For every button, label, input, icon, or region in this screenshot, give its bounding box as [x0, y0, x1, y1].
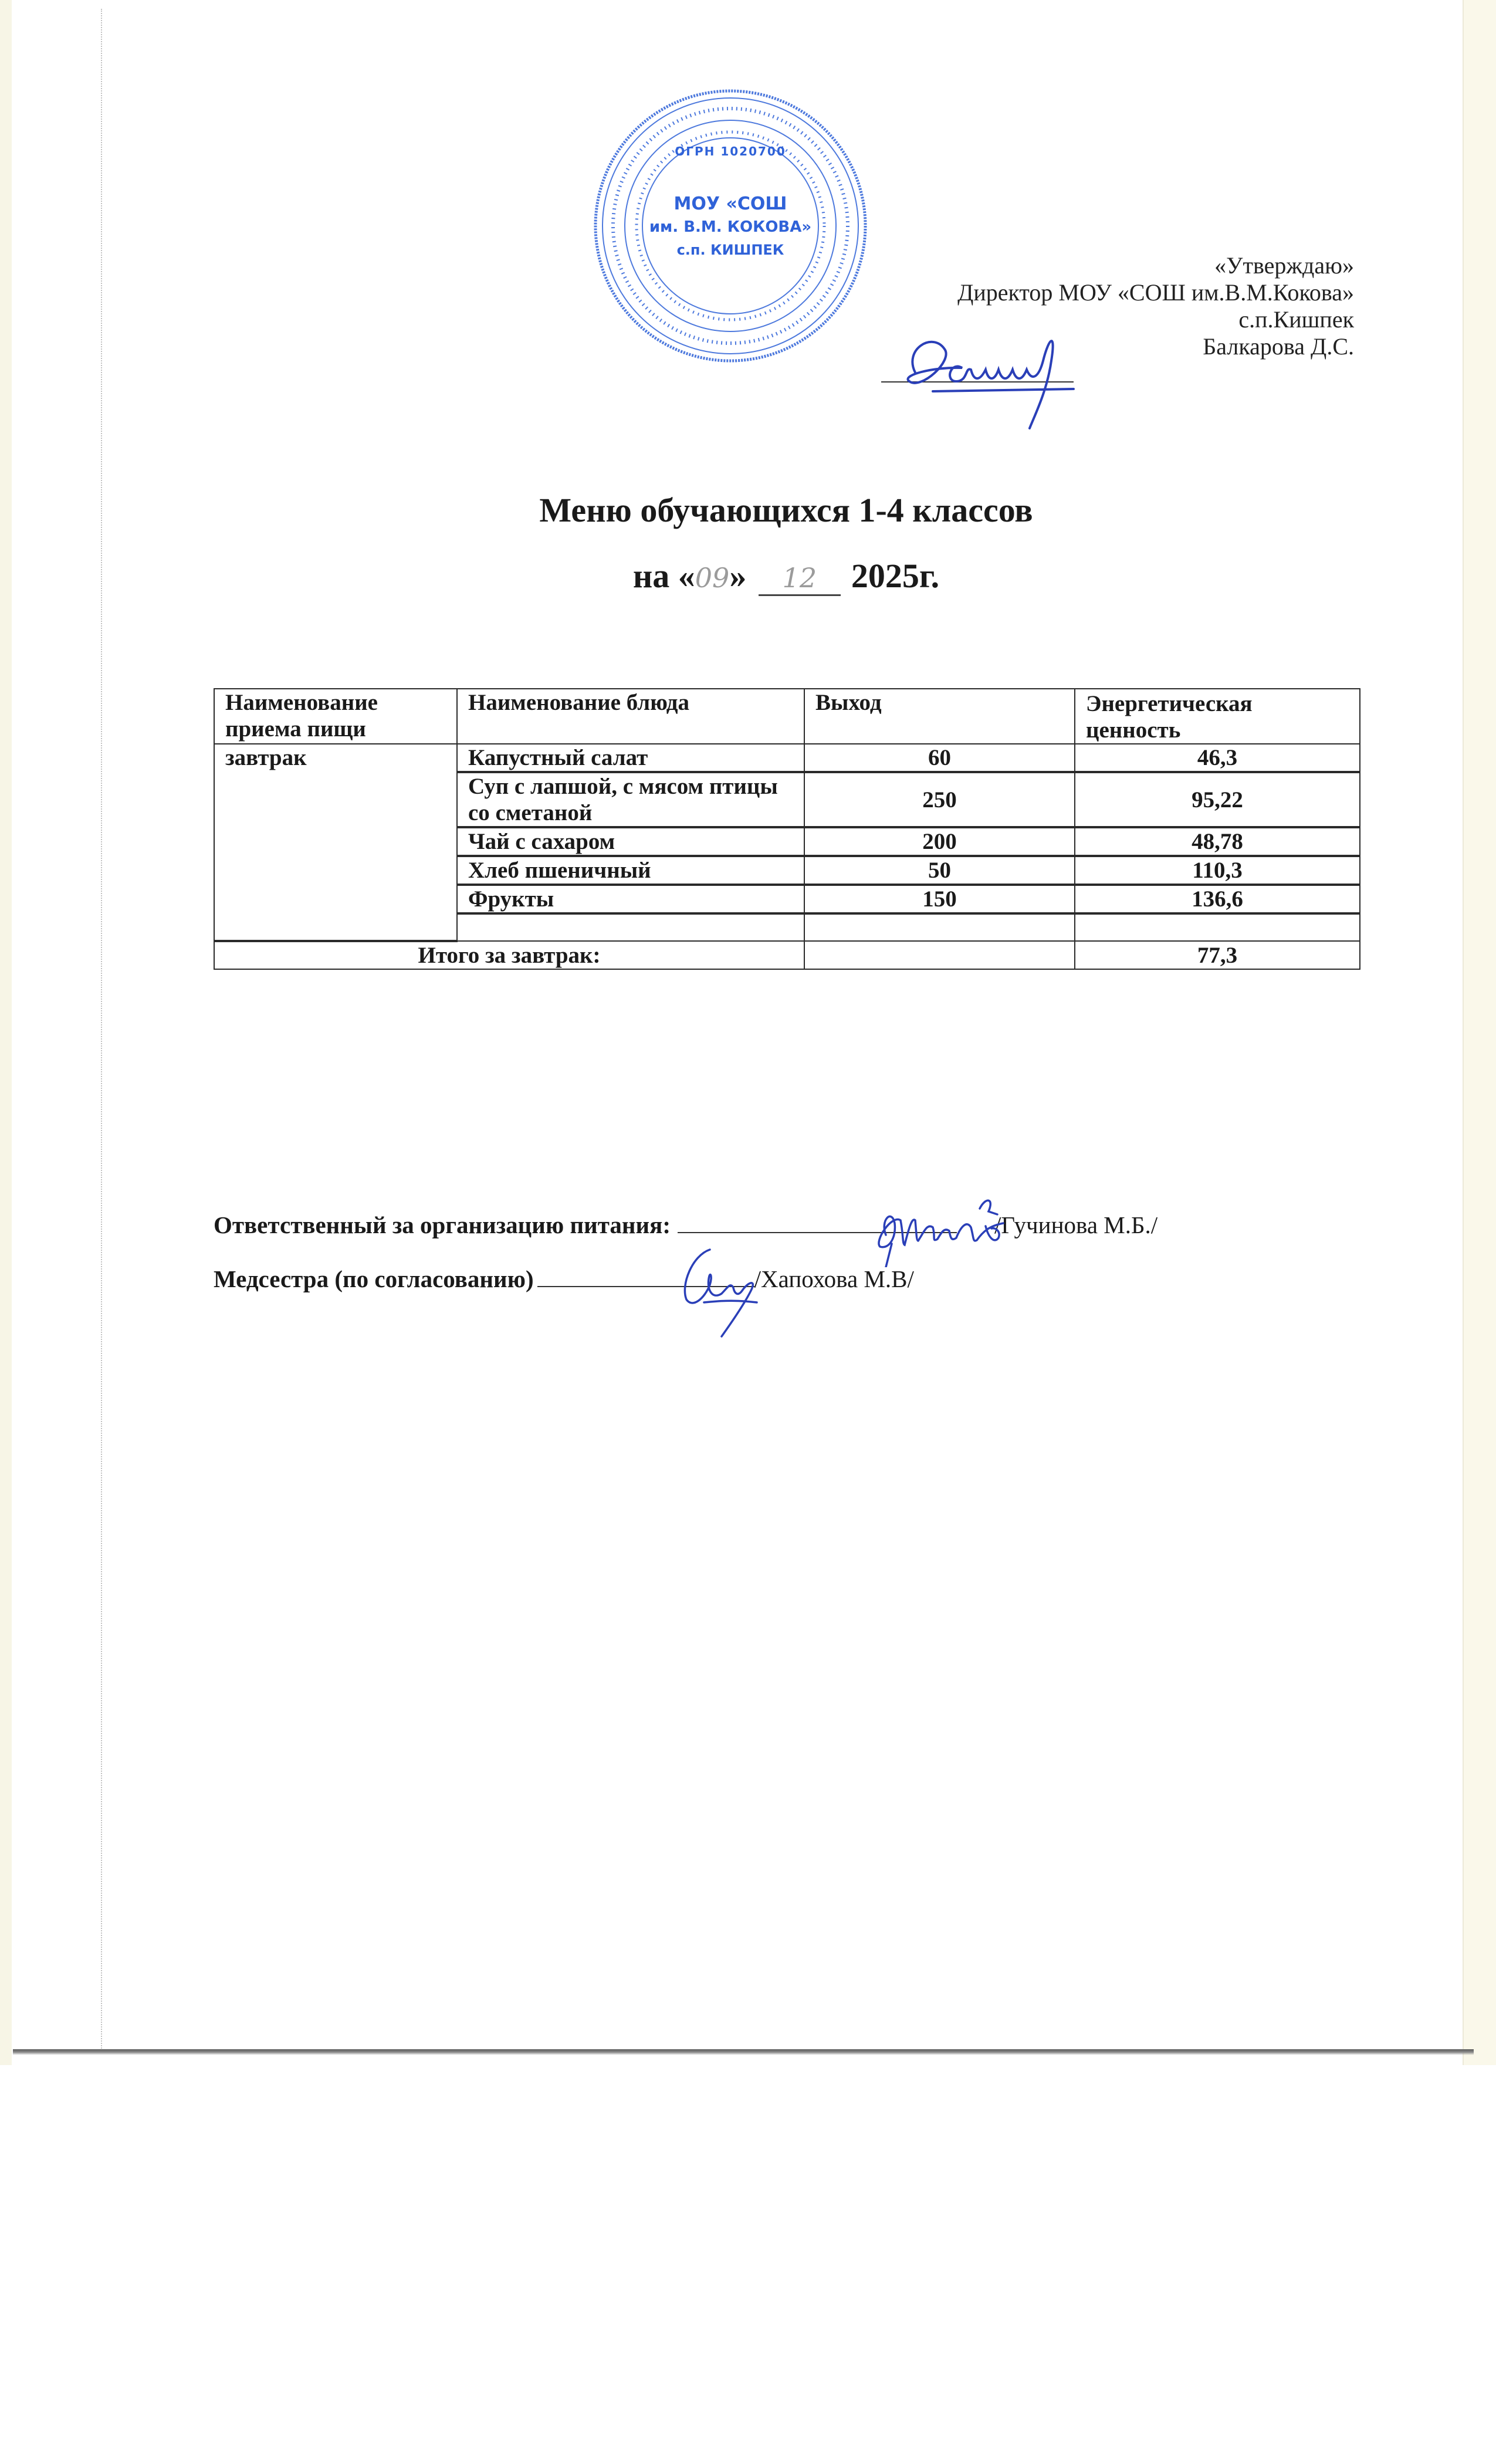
nurse-signature-line [214, 1263, 914, 1293]
nurse-signature-icon [669, 1244, 774, 1338]
header-meal: Наименование приема пищи [214, 689, 457, 744]
page-bottom-edge [13, 2049, 1474, 2055]
approval-director-name: Балкарова Д.С. [1203, 333, 1354, 360]
dish-output [804, 913, 1075, 941]
date-day: 09 [695, 562, 730, 594]
approval-position: Директор МОУ «СОШ им.В.М.Кокова» [957, 279, 1354, 306]
dish-output: 200 [804, 827, 1075, 856]
dish-energy: 95,22 [1075, 772, 1360, 827]
header-output: Выход [804, 689, 1075, 744]
dish-output: 50 [804, 856, 1075, 885]
official-stamp [593, 88, 868, 364]
dish-name: Суп с лапшой, с мясом птицы со сметаной [457, 772, 804, 827]
page-title: Меню обучающихся 1-4 классов [539, 491, 1033, 529]
nurse-name: /Хапохова М.В/ [754, 1265, 914, 1292]
dish-name: Фрукты [457, 885, 804, 913]
dish-energy: 46,3 [1075, 744, 1360, 772]
dish-name: Капустный салат [457, 744, 804, 772]
dish-output: 150 [804, 885, 1075, 913]
total-label: Итого за завтрак: [214, 941, 804, 969]
meal-name: завтрак [214, 744, 457, 941]
dish-energy: 48,78 [1075, 827, 1360, 856]
table-total-row [214, 941, 1360, 969]
total-output [804, 941, 1075, 969]
director-signature-icon [898, 326, 1085, 431]
dish-energy: 110,3 [1075, 856, 1360, 885]
date-month: 12 [759, 561, 841, 596]
responsible-name: /Гучинова М.Б./ [994, 1211, 1158, 1238]
scan-margin-left [0, 0, 12, 2065]
table-row [214, 744, 1360, 772]
dish-name [457, 913, 804, 941]
dish-output: 60 [804, 744, 1075, 772]
menu-table [214, 688, 1360, 970]
dish-name: Хлеб пшеничный [457, 856, 804, 885]
date-mid: » [729, 557, 747, 595]
date-year: 2025г. [851, 557, 940, 595]
stamp-center-line-1: МОУ «СОШ [673, 194, 787, 214]
stamp-center-line-3: с.п. КИШПЕК [676, 242, 784, 258]
date-prefix: на « [632, 557, 695, 595]
nurse-label: Медсестра (по согласованию) [214, 1265, 534, 1292]
stamp-center-line-2: им. В.М. КОКОВА» [649, 218, 812, 236]
page-fold-line [101, 9, 102, 2050]
menu-date [0, 556, 1496, 596]
approval-heading: «Утверждаю» [1214, 252, 1354, 279]
responsible-signature-icon [868, 1191, 1033, 1267]
dish-energy [1075, 913, 1360, 941]
total-energy: 77,3 [1075, 941, 1360, 969]
responsible-label: Ответственный за организацию питания: [214, 1211, 671, 1238]
header-energy: Энергетическая ценность [1075, 689, 1360, 744]
dish-output: 250 [804, 772, 1075, 827]
scan-margin-right [1463, 0, 1496, 2065]
approval-locality: с.п.Кишпек [1238, 306, 1354, 333]
table-header-row [214, 689, 1360, 744]
header-dish: Наименование блюда [457, 689, 804, 744]
stamp-inner-ring: ОГРН 1020700 [675, 144, 786, 158]
dish-name: Чай с сахаром [457, 827, 804, 856]
dish-energy: 136,6 [1075, 885, 1360, 913]
